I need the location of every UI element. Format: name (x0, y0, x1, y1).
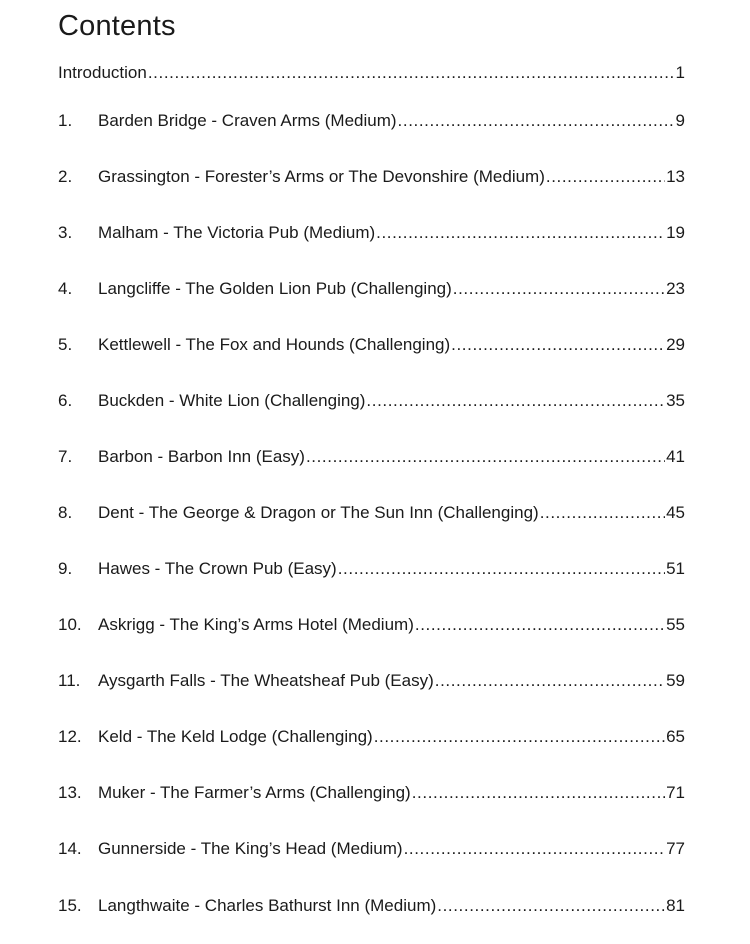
toc-entry-number: 7. (58, 447, 73, 466)
dot-leader (148, 61, 675, 85)
dot-leader (451, 333, 665, 357)
toc-page-number: 41 (666, 447, 685, 466)
toc-entry[interactable] (58, 333, 685, 357)
toc-page-number: 45 (666, 503, 685, 522)
toc-page-number: 81 (666, 896, 685, 915)
toc-page-number: 59 (666, 671, 685, 690)
toc-page-number: 71 (666, 783, 685, 802)
toc-entry-number: 13. (58, 783, 82, 802)
toc-entry-label: Hawes - The Crown Pub (Easy) (98, 559, 337, 578)
dot-leader (437, 894, 665, 918)
dot-leader (374, 725, 665, 749)
toc-entry[interactable] (58, 165, 685, 189)
dot-leader (398, 109, 675, 133)
toc-entry-number: 11. (58, 671, 81, 690)
toc-entry-label: Malham - The Victoria Pub (Medium) (98, 223, 376, 242)
toc-entry-number: 2. (58, 167, 73, 186)
dot-leader (338, 557, 665, 581)
toc-entry-label: Barden Bridge - Craven Arms (Medium) (98, 111, 397, 130)
toc-page-number: 9 (675, 111, 685, 130)
toc-entry[interactable] (58, 725, 685, 749)
toc-page-number: 13 (666, 167, 685, 186)
toc-page-number: 23 (666, 279, 685, 298)
toc-entry[interactable] (58, 837, 685, 861)
toc-entry-number: 6. (58, 391, 73, 410)
toc-entry[interactable] (58, 669, 685, 693)
toc-entry[interactable] (58, 501, 685, 525)
toc-entry[interactable] (58, 277, 685, 301)
toc-page-number: 19 (666, 223, 685, 242)
toc-entry-number: 1. (58, 111, 73, 130)
toc-entry-number: 4. (58, 279, 73, 298)
toc-entry-label: Keld - The Keld Lodge (Challenging) (98, 727, 373, 746)
page-title: Contents (58, 10, 176, 42)
toc-entry-number: 3. (58, 223, 73, 242)
toc-entry-label: Buckden - White Lion (Challenging) (98, 391, 366, 410)
dot-leader (546, 165, 665, 189)
toc-page-number: 65 (666, 727, 685, 746)
dot-leader (376, 221, 665, 245)
toc-entry[interactable] (58, 781, 685, 805)
toc-entry[interactable] (58, 221, 685, 245)
toc-entry-label: Kettlewell - The Fox and Hounds (Challenging) (98, 335, 451, 354)
toc-entry-number: 15. (58, 896, 82, 915)
dot-leader (366, 389, 665, 413)
toc-entry-number: 9. (58, 559, 73, 578)
toc-entry-label: Barbon - Barbon Inn (Easy) (98, 447, 305, 466)
toc-entry-number: 14. (58, 839, 82, 858)
dot-leader (453, 277, 665, 301)
toc-entry[interactable] (58, 613, 685, 637)
toc-entry[interactable] (58, 389, 685, 413)
toc-entry-introduction[interactable] (58, 61, 685, 85)
toc-entry-number: 5. (58, 335, 73, 354)
dot-leader (540, 501, 665, 525)
toc-entry-label: Langthwaite - Charles Bathurst Inn (Medium) (98, 896, 437, 915)
toc-entry[interactable] (58, 109, 685, 133)
toc-page-number: 29 (666, 335, 685, 354)
toc-entry-label: Grassington - Forester’s Arms or The Devonshire (Medium) (98, 167, 545, 186)
toc-entry-label: Gunnerside - The King’s Head (Medium) (98, 839, 403, 858)
toc-entry[interactable] (58, 557, 685, 581)
toc-entry-label: Langcliffe - The Golden Lion Pub (Challenging) (98, 279, 452, 298)
toc-entry-number: 8. (58, 503, 73, 522)
toc-page-number: 51 (666, 559, 685, 578)
toc-entry-label: Introduction (58, 63, 147, 82)
dot-leader (415, 613, 665, 637)
toc-page-number: 77 (666, 839, 685, 858)
dot-leader (435, 669, 665, 693)
toc-page-number: 35 (666, 391, 685, 410)
toc-entry-label: Dent - The George & Dragon or The Sun Inn (Challenging) (98, 503, 539, 522)
toc-entry-label: Askrigg - The King’s Arms Hotel (Medium) (98, 615, 414, 634)
toc-entry[interactable] (58, 894, 685, 918)
toc-page-number: 1 (675, 63, 685, 82)
dot-leader (412, 781, 665, 805)
toc-entry-number: 10. (58, 615, 82, 634)
toc-entry-label: Aysgarth Falls - The Wheatsheaf Pub (Easy) (98, 671, 434, 690)
toc-entry-number: 12. (58, 727, 82, 746)
dot-leader (404, 837, 666, 861)
toc-entry-label: Muker - The Farmer’s Arms (Challenging) (98, 783, 411, 802)
dot-leader (306, 445, 665, 469)
toc-entry[interactable] (58, 445, 685, 469)
toc-page-number: 55 (666, 615, 685, 634)
